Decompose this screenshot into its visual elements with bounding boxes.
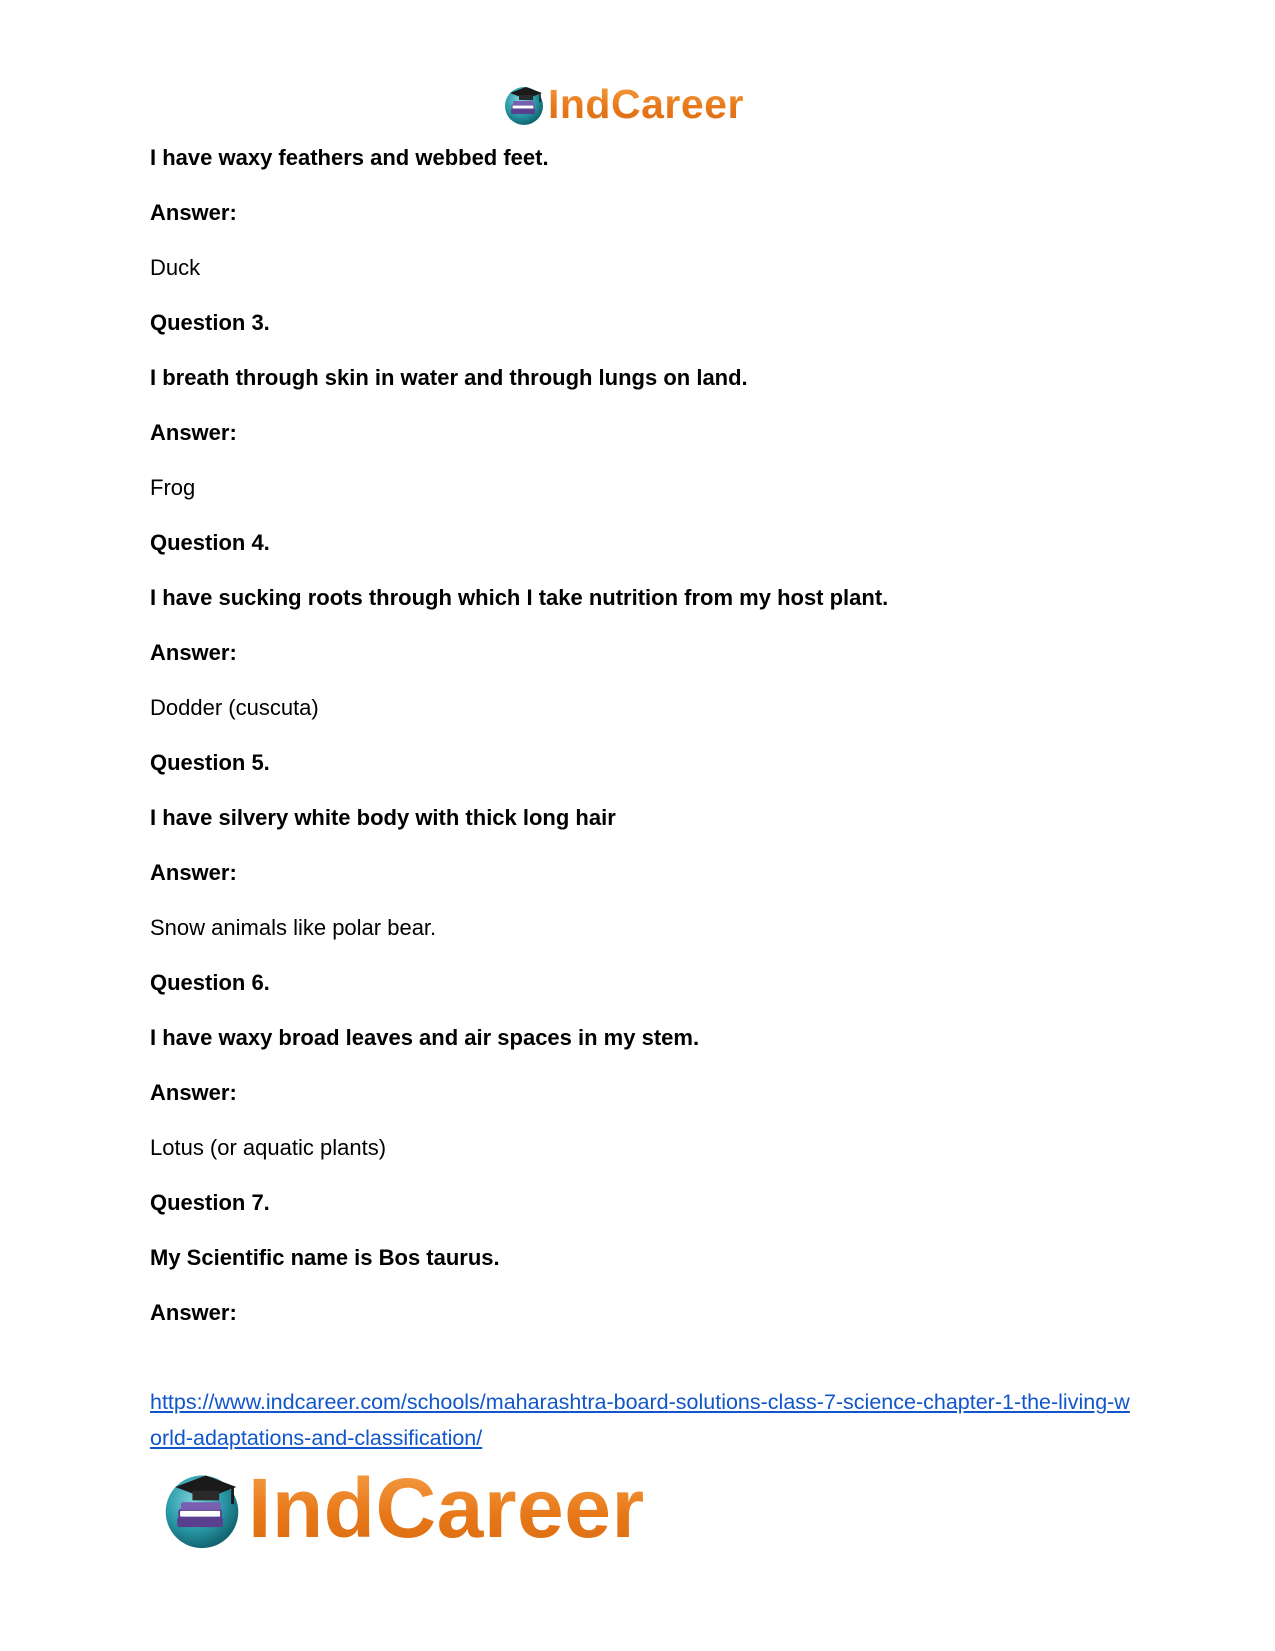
answer-text: Lotus (or aquatic plants) — [150, 1135, 387, 1160]
answer-text: Frog — [150, 475, 196, 500]
question-number: Question 4. — [150, 530, 270, 555]
answer-label: Answer: — [150, 1080, 237, 1105]
answer-label: Answer: — [150, 200, 237, 225]
answer-text: Dodder (cuscuta) — [150, 695, 319, 720]
question-text: I have waxy feathers and webbed feet. — [150, 145, 549, 170]
graduation-cap-books-globe-icon — [502, 82, 546, 126]
source-url-link[interactable]: https://www.indcareer.com/schools/maharashtra-board-solutions-class-7-science-chapter-1-the-living-world-adaptations-and-classification/ — [150, 1390, 1130, 1450]
question-number: Question 5. — [150, 750, 270, 775]
header-logo — [502, 80, 744, 128]
question-number: Question 6. — [150, 970, 270, 995]
question-text: My Scientific name is Bos taurus. — [150, 1245, 500, 1270]
question-number: Question 7. — [150, 1190, 270, 1215]
footer-logo — [160, 1462, 645, 1554]
answer-label: Answer: — [150, 860, 237, 885]
question-text: I breath through skin in water and through lungs on land. — [150, 365, 748, 390]
answer-label: Answer: — [150, 420, 237, 445]
question-text: I have waxy broad leaves and air spaces in my stem. — [150, 1025, 700, 1050]
document-body — [150, 145, 1150, 1355]
question-text: I have sucking roots through which I take nutrition from my host plant. — [150, 585, 889, 610]
footer-brand-name: IndCareer — [248, 1461, 645, 1555]
question-text: I have silvery white body with thick long hair — [150, 805, 616, 830]
question-number: Question 3. — [150, 310, 270, 335]
answer-text: Snow animals like polar bear. — [150, 915, 437, 940]
answer-text: Duck — [150, 255, 201, 280]
answer-label: Answer: — [150, 1300, 237, 1325]
brand-name: IndCareer — [548, 81, 744, 127]
graduation-cap-books-globe-icon — [160, 1466, 244, 1550]
answer-label: Answer: — [150, 640, 237, 665]
